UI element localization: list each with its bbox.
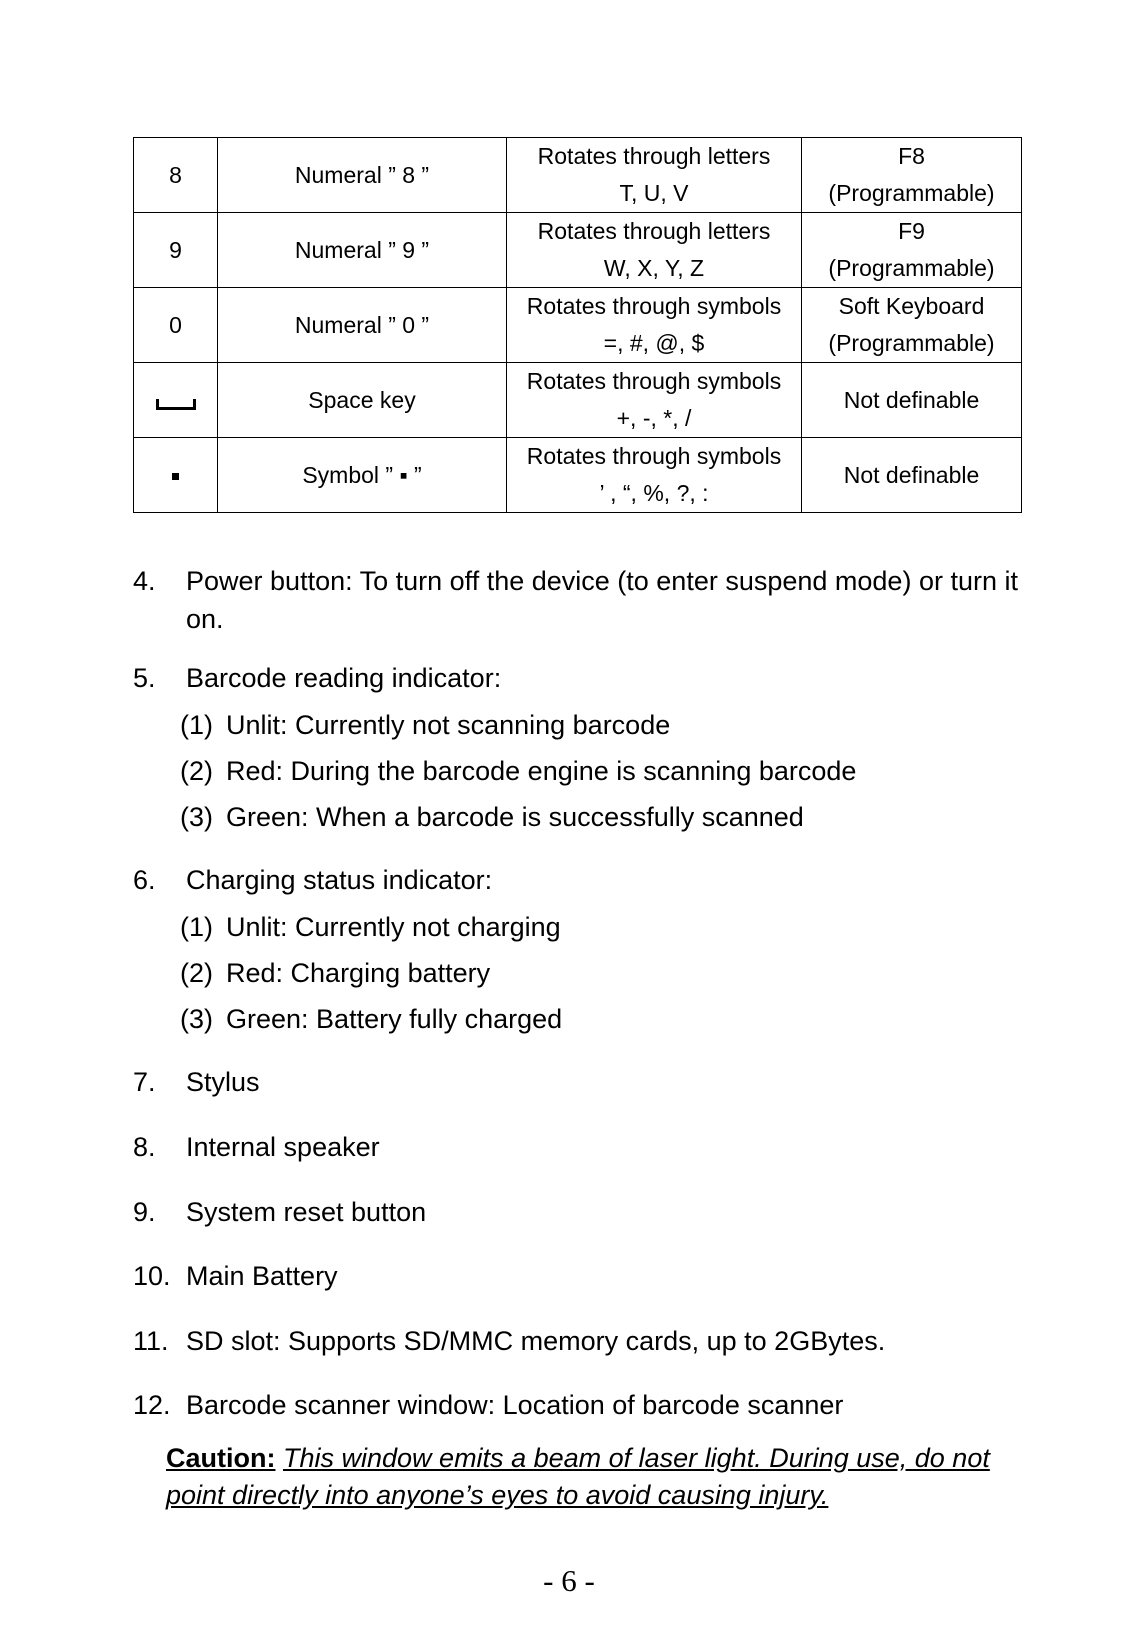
table-row bbox=[134, 363, 1022, 438]
list-item: 9. System reset button bbox=[133, 1197, 427, 1227]
page-number: - 6 - bbox=[543, 1563, 595, 1598]
function-mode-cell: Not definable bbox=[802, 438, 1022, 513]
function-mode-cell: Not definable bbox=[802, 363, 1022, 438]
numeric-mode-cell: Space key bbox=[218, 363, 507, 438]
sub-list-item: (3) Green: When a barcode is successfully scanned bbox=[180, 802, 804, 832]
alpha-mode-cell: Rotates through symbols =, #, @, $ bbox=[507, 288, 802, 363]
alpha-mode-cell: Rotates through symbols ’ , “, %, ?, : bbox=[507, 438, 802, 513]
numeric-mode-cell: Numeral ” 8 ” bbox=[218, 138, 507, 213]
list-item: 11. SD slot: Supports SD/MMC memory cards, up to 2GBytes. bbox=[133, 1326, 886, 1356]
dot-symbol-icon bbox=[172, 473, 179, 480]
list-item: 7. Stylus bbox=[133, 1067, 260, 1097]
function-mode-cell: Soft Keyboard (Programmable) bbox=[802, 288, 1022, 363]
alpha-mode-cell: Rotates through letters W, X, Y, Z bbox=[507, 213, 802, 288]
sub-list-item: (1) Unlit: Currently not charging bbox=[180, 912, 561, 942]
list-item: 6. Charging status indicator: bbox=[133, 865, 493, 895]
caution-note bbox=[166, 1440, 1026, 1514]
function-mode-cell: F8 (Programmable) bbox=[802, 138, 1022, 213]
list-item: 10. Main Battery bbox=[133, 1261, 338, 1291]
key-function-table bbox=[133, 137, 1022, 513]
sub-list-item: (1) Unlit: Currently not scanning barcode bbox=[180, 710, 671, 740]
list-item: 12. Barcode scanner window: Location of barcode scanner bbox=[133, 1390, 844, 1420]
sub-list-item: (3) Green: Battery fully charged bbox=[180, 1004, 563, 1034]
caution-text: This window emits a beam of laser light. During use, do not point directly into anyone’s eyes to avoid causing injury. bbox=[166, 1443, 990, 1510]
sub-list-item: (2) Red: During the barcode engine is scanning barcode bbox=[180, 756, 857, 786]
table-row bbox=[134, 138, 1022, 213]
key-cell: 8 bbox=[134, 138, 218, 213]
table-row bbox=[134, 288, 1022, 363]
key-cell bbox=[134, 438, 218, 513]
alpha-mode-cell: Rotates through symbols +, -, *, / bbox=[507, 363, 802, 438]
table-row bbox=[134, 438, 1022, 513]
key-cell: 0 bbox=[134, 288, 218, 363]
function-mode-cell: F9 (Programmable) bbox=[802, 213, 1022, 288]
space-key-icon bbox=[156, 399, 196, 410]
sub-list-item: (2) Red: Charging battery bbox=[180, 958, 491, 988]
numeric-mode-cell: Numeral ” 9 ” bbox=[218, 213, 507, 288]
caution-label: Caution: bbox=[166, 1443, 276, 1473]
list-item: 5. Barcode reading indicator: bbox=[133, 663, 502, 693]
list-item: 4. Power button: To turn off the device (to enter suspend mode) or turn it on. bbox=[133, 566, 1018, 634]
list-item: 8. Internal speaker bbox=[133, 1132, 380, 1162]
key-cell bbox=[134, 363, 218, 438]
numeric-mode-cell: Numeral ” 0 ” bbox=[218, 288, 507, 363]
key-cell: 9 bbox=[134, 213, 218, 288]
alpha-mode-cell: Rotates through letters T, U, V bbox=[507, 138, 802, 213]
numeric-mode-cell: Symbol ” ▪ ” bbox=[218, 438, 507, 513]
table-row bbox=[134, 213, 1022, 288]
